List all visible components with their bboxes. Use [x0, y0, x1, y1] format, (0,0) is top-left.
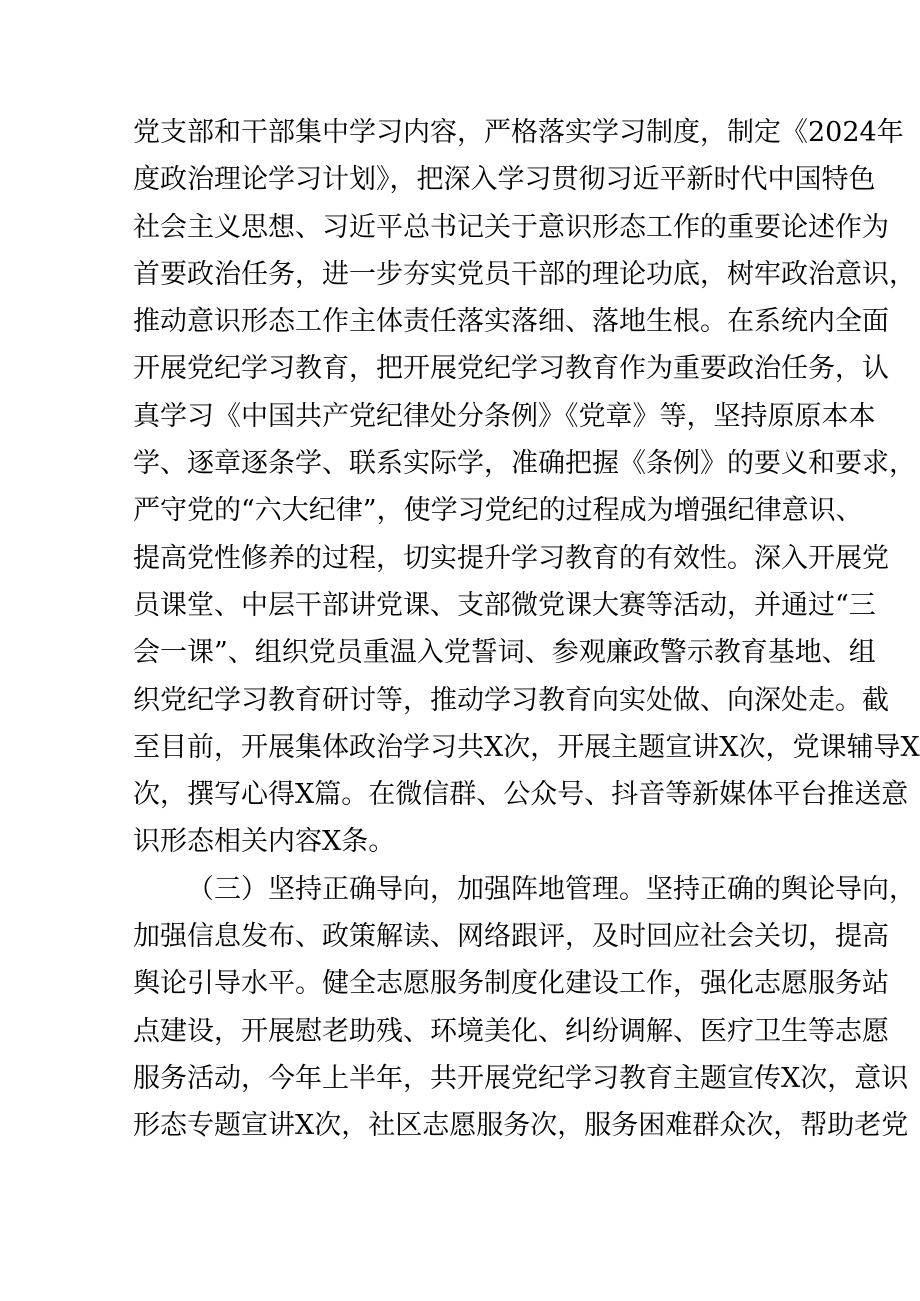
text-line: 开展党纪学习教育，把开展党纪学习教育作为重要政治任务，认	[133, 353, 889, 385]
text-line: 会一课”、组织党员重温入党誓词、参观廉政警示教育基地、组	[133, 637, 876, 669]
paragraph-2	[133, 866, 916, 1150]
text-line: 员课堂、中层干部讲党课、支部微党课大赛等活动，并通过“三	[133, 589, 876, 621]
text-line: 识形态相关内容X条。	[133, 826, 396, 858]
text-line: 至目前，开展集体政治学习共X次，开展主题宣讲X次，党课辅导X	[133, 731, 920, 763]
text-line: 舆论引导水平。健全志愿服务制度化建设工作，强化志愿服务站	[133, 968, 889, 1000]
text-line: 学、逐章逐条学、联系实际学，准确把握《条例》的要义和要求，	[133, 448, 916, 480]
text-line: 首要政治任务，进一步夯实党员干部的理论功底，树牢政治意识，	[133, 258, 916, 290]
document-body	[133, 109, 920, 1150]
text-line: 推动意识形态工作主体责任落实落细、落地生根。在系统内全面	[133, 306, 889, 338]
text-line: 严守党的“六大纪律”，使学习党纪的过程成为增强纪律意识、	[133, 495, 863, 527]
text-line: 服务活动，今年上半年，共开展党纪学习教育主题宣传X次，意识	[133, 1062, 909, 1094]
text-line: 点建设，开展慰老助残、环境美化、纠纷调解、医疗卫生等志愿	[133, 1015, 889, 1047]
text-line: 社会主义思想、习近平总书记关于意识形态工作的重要论述作为	[133, 211, 889, 243]
text-line: 真学习《中国共产党纪律处分条例》《党章》等，坚持原原本本	[133, 400, 876, 432]
text-line: 次，撰写心得X篇。在微信群、公众号、抖音等新媒体平台推送意	[133, 779, 909, 811]
text-line: 提高党性修养的过程，切实提升学习教育的有效性。深入开展党	[133, 542, 889, 574]
text-line: 形态专题宣讲X次，社区志愿服务次，服务困难群众次，帮助老党	[133, 1110, 909, 1142]
text-line: 织党纪学习教育研讨等，推动学习教育向实处做、向深处走。截	[133, 684, 889, 716]
section-heading-line: （三）坚持正确导向，加强阵地管理。坚持正确的舆论导向，	[187, 873, 916, 905]
text-line: 度政治理论学习计划》，把深入学习贯彻习近平新时代中国特色	[133, 164, 876, 196]
text-line: 党支部和干部集中学习内容，严格落实学习制度，制定《2024年	[133, 117, 904, 148]
paragraph-1	[133, 109, 920, 866]
text-line: 加强信息发布、政策解读、网络跟评，及时回应社会关切，提高	[133, 921, 889, 953]
